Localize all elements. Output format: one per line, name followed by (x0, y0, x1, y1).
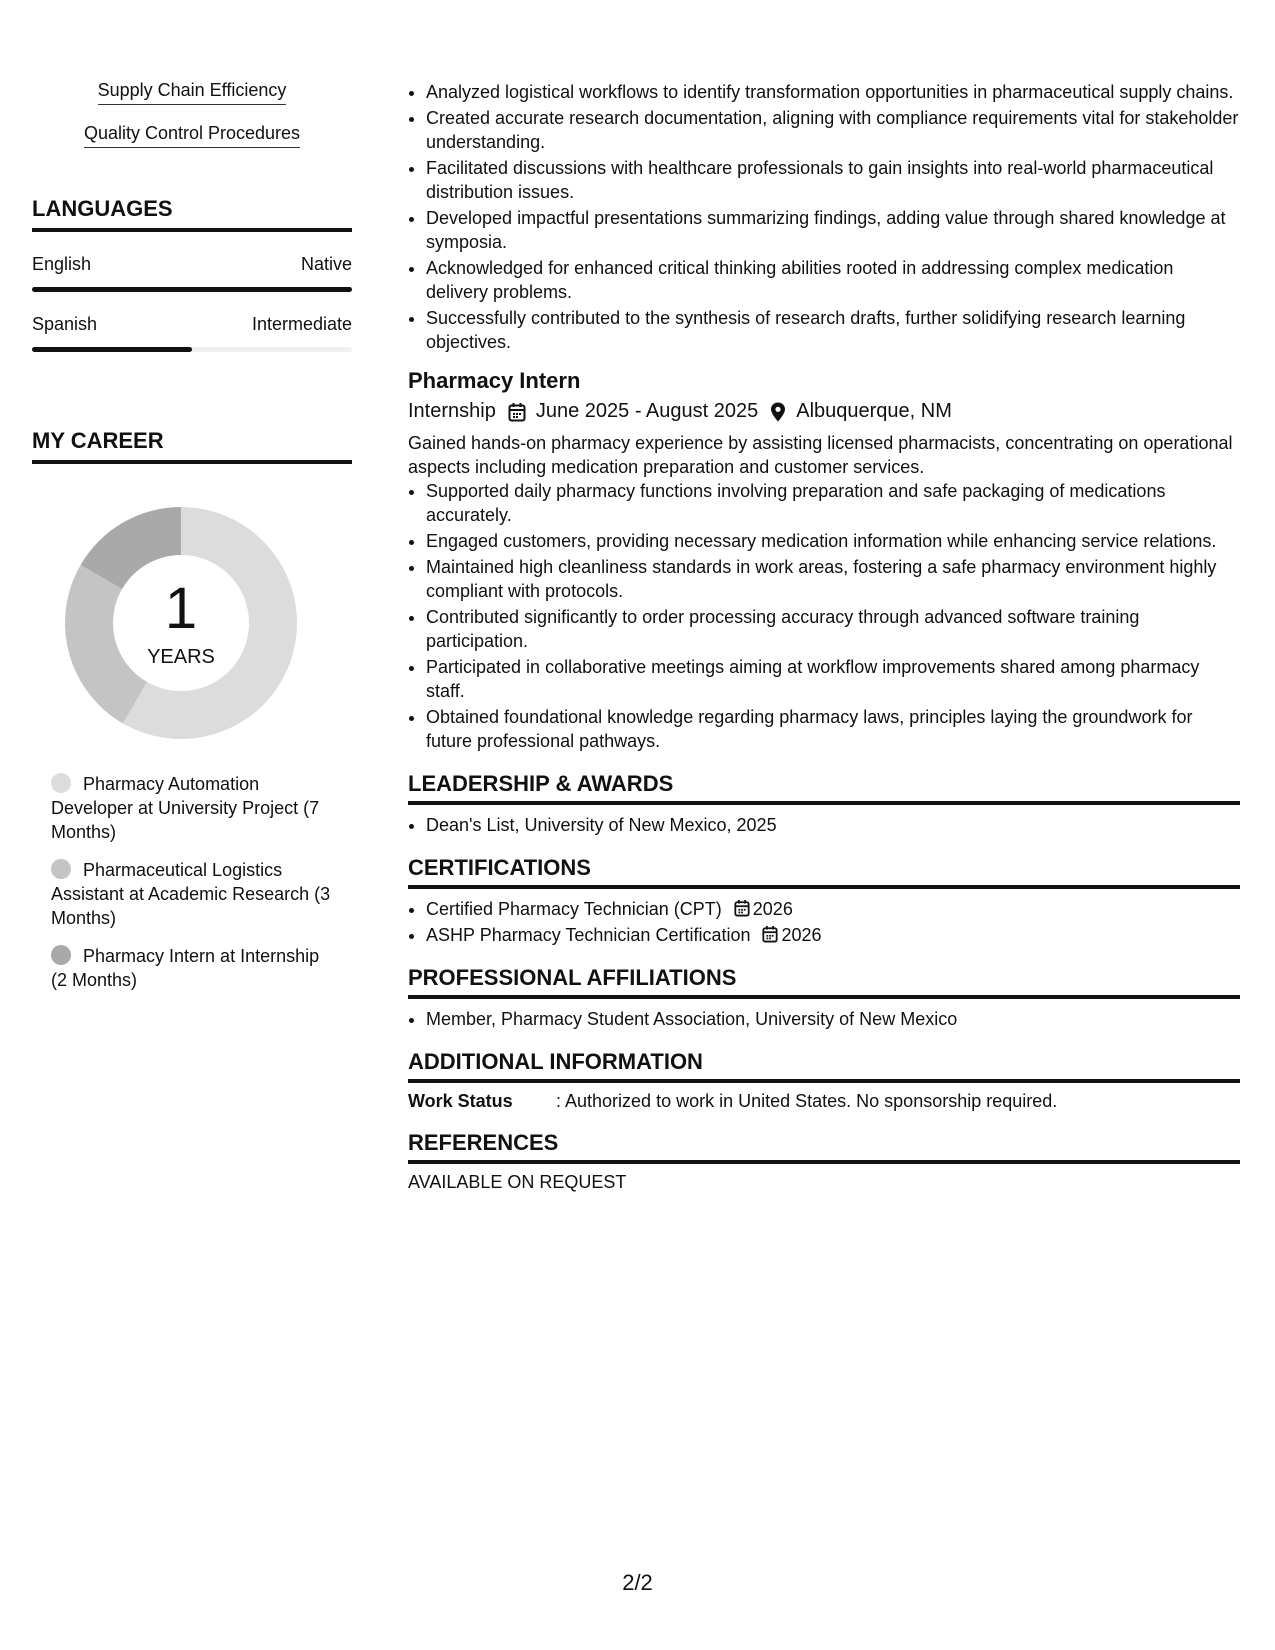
list-item: • Supported daily pharmacy functions involving preparation and safe packaging of medications accurately. (426, 479, 1240, 527)
career-donut-chart (56, 498, 306, 748)
career-heading: MY CAREER (32, 428, 352, 464)
career-legend-item: Pharmacy Automation Developer at University Project (7 Months) (51, 774, 320, 842)
language-proficiency-fill (32, 347, 192, 352)
job-dates: June 2025 - August 2025 (535, 400, 759, 422)
certification-item: • Certified Pharmacy Technician (CPT) 2026 (426, 897, 1240, 921)
language-item (32, 254, 352, 292)
leadership-heading: LEADERSHIP & AWARDS (408, 771, 1240, 805)
work-status-value: : Authorized to work in United States. No sponsorship required. (556, 1091, 1058, 1111)
job-meta (408, 400, 1240, 423)
certifications-list (408, 897, 1240, 947)
language-item (32, 314, 352, 352)
certification-item: • ASHP Pharmacy Technician Certification 2026 (426, 923, 1240, 947)
list-item: • Engaged customers, providing necessary medication information while enhancing service relations. (426, 529, 1240, 553)
list-item: • Obtained foundational knowledge regarding pharmacy laws, principles laying the groundwork for future professional pathways. (426, 705, 1240, 753)
career-years-label: YEARS (147, 646, 215, 668)
list-item: • Created accurate research documentation, aligning with compliance requirements vital for stakeholder understanding. (426, 106, 1240, 154)
list-item: • Maintained high cleanliness standards in work areas, fostering a safe pharmacy environment highly compliant with protocols. (426, 555, 1240, 603)
location-pin-icon (770, 402, 786, 422)
certifications-heading: CERTIFICATIONS (408, 855, 1240, 889)
language-level: Intermediate (251, 314, 352, 334)
page-number: 2/2 (622, 1570, 653, 1595)
previous-job-bullets (408, 80, 1240, 354)
list-item: • Member, Pharmacy Student Association, University of New Mexico (426, 1007, 1240, 1031)
language-proficiency-bar (32, 347, 352, 352)
job-summary: Gained hands-on pharmacy experience by assisting licensed pharmacists, concentrating on operational aspects including medication preparation and customer services. (408, 433, 1233, 477)
certification-year: 2026 (781, 925, 822, 945)
main-content (408, 80, 1240, 1193)
job-company: Internship (408, 400, 496, 422)
languages-heading: LANGUAGES (32, 196, 352, 232)
intern-job-bullets (408, 479, 1240, 753)
legend-dot (51, 773, 71, 793)
legend-dot (51, 859, 71, 879)
list-item: • Dean's List, University of New Mexico, 2025 (426, 813, 1240, 837)
language-proficiency-bar (32, 287, 352, 292)
job-title: Pharmacy Intern (408, 368, 581, 393)
list-item: • Analyzed logistical workflows to identify transformation opportunities in pharmaceutical supply chains. (426, 80, 1240, 104)
career-legend (51, 772, 331, 992)
list-item: • Acknowledged for enhanced critical thinking abilities rooted in addressing complex medication delivery problems. (426, 256, 1240, 304)
legend-dot (51, 945, 71, 965)
work-status-label: Work Status (408, 1091, 513, 1111)
language-proficiency-fill (32, 287, 352, 292)
language-name: Spanish (32, 314, 98, 334)
affiliations-list (408, 1007, 1240, 1031)
additional-info-heading: ADDITIONAL INFORMATION (408, 1049, 1240, 1083)
certification-year: 2026 (752, 899, 793, 919)
sidebar (32, 80, 352, 1006)
references-heading: REFERENCES (408, 1130, 1240, 1164)
language-name: English (32, 254, 92, 274)
list-item: • Successfully contributed to the synthesis of research drafts, further solidifying research learning objectives. (426, 306, 1240, 354)
leadership-list (408, 813, 1240, 837)
affiliations-heading: PROFESSIONAL AFFILIATIONS (408, 965, 1240, 999)
work-status-row (408, 1091, 1240, 1112)
calendar-icon (762, 925, 778, 943)
career-legend-item: Pharmaceutical Logistics Assistant at Academic Research (3 Months) (51, 860, 331, 928)
list-item: • Developed impactful presentations summarizing findings, adding value through shared knowledge at symposia. (426, 206, 1240, 254)
list-item: • Facilitated discussions with healthcare professionals to gain insights into real-world pharmaceutical distribution issues. (426, 156, 1240, 204)
skill-item: Quality Control Procedures (32, 123, 352, 148)
list-item: • Participated in collaborative meetings aiming at workflow improvements shared among pharmacy staff. (426, 655, 1240, 703)
calendar-icon (734, 899, 750, 917)
calendar-icon (508, 402, 526, 422)
skill-item: Supply Chain Efficiency (32, 80, 352, 105)
career-legend-item: Pharmacy Intern at Internship (2 Months) (51, 946, 320, 990)
language-level: Native (300, 254, 352, 274)
job-location: Albuquerque, NM (796, 400, 952, 422)
references-text: AVAILABLE ON REQUEST (408, 1172, 627, 1192)
list-item: • Contributed significantly to order processing accuracy through advanced software training participation. (426, 605, 1240, 653)
career-years-value: 1 (164, 576, 198, 641)
